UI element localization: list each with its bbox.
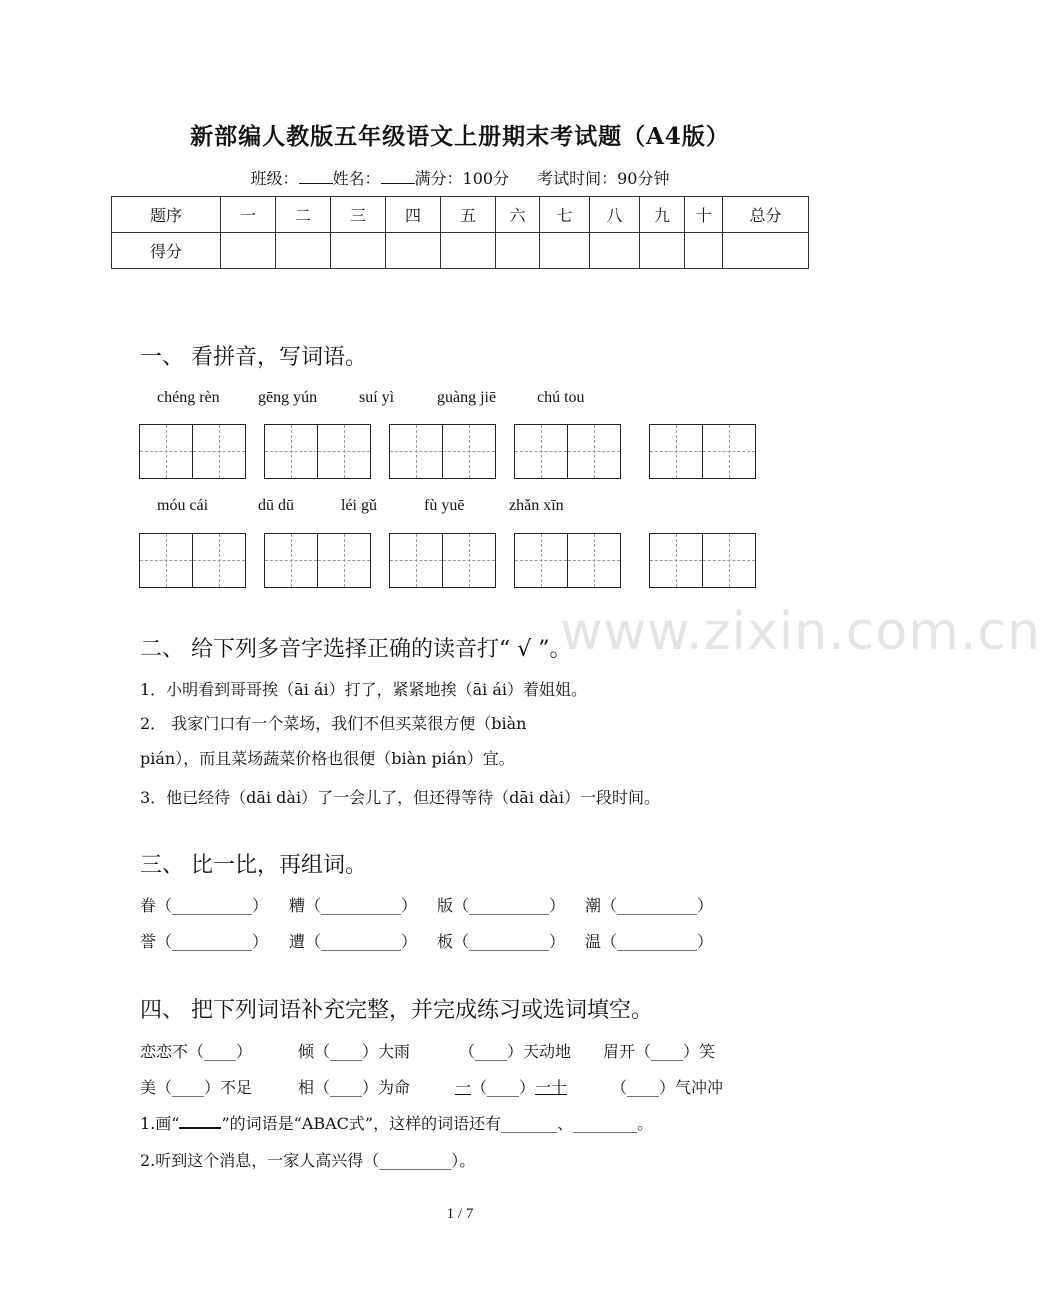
table-header-cell: 三 [331, 197, 386, 233]
question-line: 1．小明看到哥哥挨（āi ái）打了，紧紧地挨（āi ái）着姐姐。 [140, 680, 587, 699]
score-table [111, 196, 809, 269]
table-header-cell: 一 [221, 197, 276, 233]
compare-item[interactable]: 温（__________） [585, 932, 714, 951]
writing-grid[interactable] [264, 533, 371, 588]
pinyin-label: móu cái [157, 497, 209, 514]
fill-item[interactable]: （____）天动地 [459, 1042, 572, 1061]
section3-title: 三、 比一比，再组词。 [140, 853, 367, 878]
pinyin-label: léi gǔ [341, 497, 377, 514]
question-line[interactable]: 2.听到这个消息，一家人高兴得（_________）。 [140, 1151, 476, 1170]
pinyin-label: fù yuē [424, 497, 465, 514]
score-cell[interactable] [496, 233, 540, 269]
pinyin-label: chú tou [537, 389, 585, 406]
pinyin-label: suí yì [359, 389, 395, 406]
table-header-cell: 题序 [112, 197, 221, 233]
compare-item[interactable]: 誉（__________） [140, 932, 269, 951]
question-text: 1.画“ [140, 1114, 180, 1133]
score-cell[interactable] [590, 233, 640, 269]
table-header-cell: 得分 [112, 233, 221, 269]
exam-time: 考试时间：90分钟 [537, 169, 670, 188]
fill-item[interactable]: 相（____）为命 [298, 1078, 411, 1097]
section2-title: 二、 给下列多音字选择正确的读音打“ √ ”。 [140, 637, 572, 662]
writing-grid[interactable] [514, 533, 621, 588]
writing-grid[interactable] [139, 424, 246, 479]
table-header-cell: 九 [640, 197, 685, 233]
section1-title: 一、 看拼音，写词语。 [140, 345, 367, 370]
pinyin-label: dū dū [258, 497, 294, 514]
class-blank[interactable] [299, 169, 333, 184]
writing-grid[interactable] [649, 424, 756, 479]
name-blank[interactable] [381, 169, 415, 184]
compare-item[interactable]: 潮（__________） [585, 896, 714, 915]
question-line [140, 1111, 653, 1134]
section4-title: 四、 把下列词语补充完整，并完成练习或选词填空。 [140, 998, 653, 1023]
question-text: ”的词语是“ABAC式”，这样的词语还有_______、________。 [221, 1114, 654, 1133]
table-header-cell: 七 [540, 197, 590, 233]
pinyin-label: guàng jiē [437, 389, 497, 406]
compare-item[interactable]: 眷（__________） [140, 896, 269, 915]
writing-grid[interactable] [264, 424, 371, 479]
compare-item[interactable]: 板（__________） [437, 932, 566, 951]
table-header-cell: 四 [386, 197, 441, 233]
underlined-char: 一 [455, 1078, 472, 1097]
fill-item[interactable]: 恋恋不（____） [140, 1042, 253, 1061]
writing-grid[interactable] [389, 424, 496, 479]
question-line: 3．他已经待（dāi dài）了一会儿了，但还得等待（dāi dài）一段时间。 [140, 788, 660, 807]
page-number: 1 / 7 [446, 1206, 474, 1222]
score-cell[interactable] [276, 233, 331, 269]
pinyin-label: zhǎn xīn [509, 497, 564, 514]
score-cell[interactable] [685, 233, 723, 269]
writing-grid[interactable] [389, 533, 496, 588]
table-row [112, 233, 809, 269]
class-label: 班级： [250, 169, 299, 188]
score-cell[interactable] [640, 233, 685, 269]
compare-item[interactable]: 糟（__________） [289, 896, 418, 915]
compare-item[interactable]: 遭（__________） [289, 932, 418, 951]
name-label: 姓名： [332, 169, 381, 188]
pinyin-label: gēng yún [258, 389, 318, 406]
score-cell[interactable] [540, 233, 590, 269]
table-row [112, 197, 809, 233]
score-cell[interactable] [441, 233, 496, 269]
writing-grid[interactable] [139, 533, 246, 588]
fill-item[interactable]: 美（____）不足 [140, 1078, 253, 1097]
fill-item[interactable]: 眉开（____）笑 [603, 1042, 716, 1061]
score-cell[interactable] [723, 233, 809, 269]
score-cell[interactable] [221, 233, 276, 269]
table-header-cell: 二 [276, 197, 331, 233]
watermark: www.zixin.com.cn [560, 602, 1041, 662]
exam-info [0, 166, 920, 189]
table-header-cell: 十 [685, 197, 723, 233]
score-cell[interactable] [331, 233, 386, 269]
fill-item[interactable]: （____）气冲冲 [611, 1078, 724, 1097]
full-score: 满分：100分 [414, 169, 510, 188]
underlined-char: 一十 [535, 1078, 568, 1097]
writing-grid[interactable] [514, 424, 621, 479]
fill-item[interactable]: 倾（____）大雨 [298, 1042, 411, 1061]
pinyin-label: chéng rèn [157, 389, 220, 406]
table-header-cell: 六 [496, 197, 540, 233]
question-line: pián），而且菜场蔬菜价格也很便（biàn pián）宜。 [140, 749, 515, 768]
writing-grid[interactable] [649, 533, 756, 588]
underline-marker [179, 1115, 221, 1129]
fill-blank[interactable]: （____） [471, 1078, 536, 1097]
fill-item[interactable] [455, 1075, 567, 1098]
score-cell[interactable] [386, 233, 441, 269]
table-header-cell: 五 [441, 197, 496, 233]
compare-item[interactable]: 版（__________） [437, 896, 566, 915]
page-title: 新部编人教版五年级语文上册期末考试题（A4版） [190, 123, 730, 150]
question-line: 2． 我家门口有一个菜场，我们不但买菜很方便（biàn [140, 714, 527, 733]
table-header-cell: 八 [590, 197, 640, 233]
table-header-cell: 总分 [723, 197, 809, 233]
